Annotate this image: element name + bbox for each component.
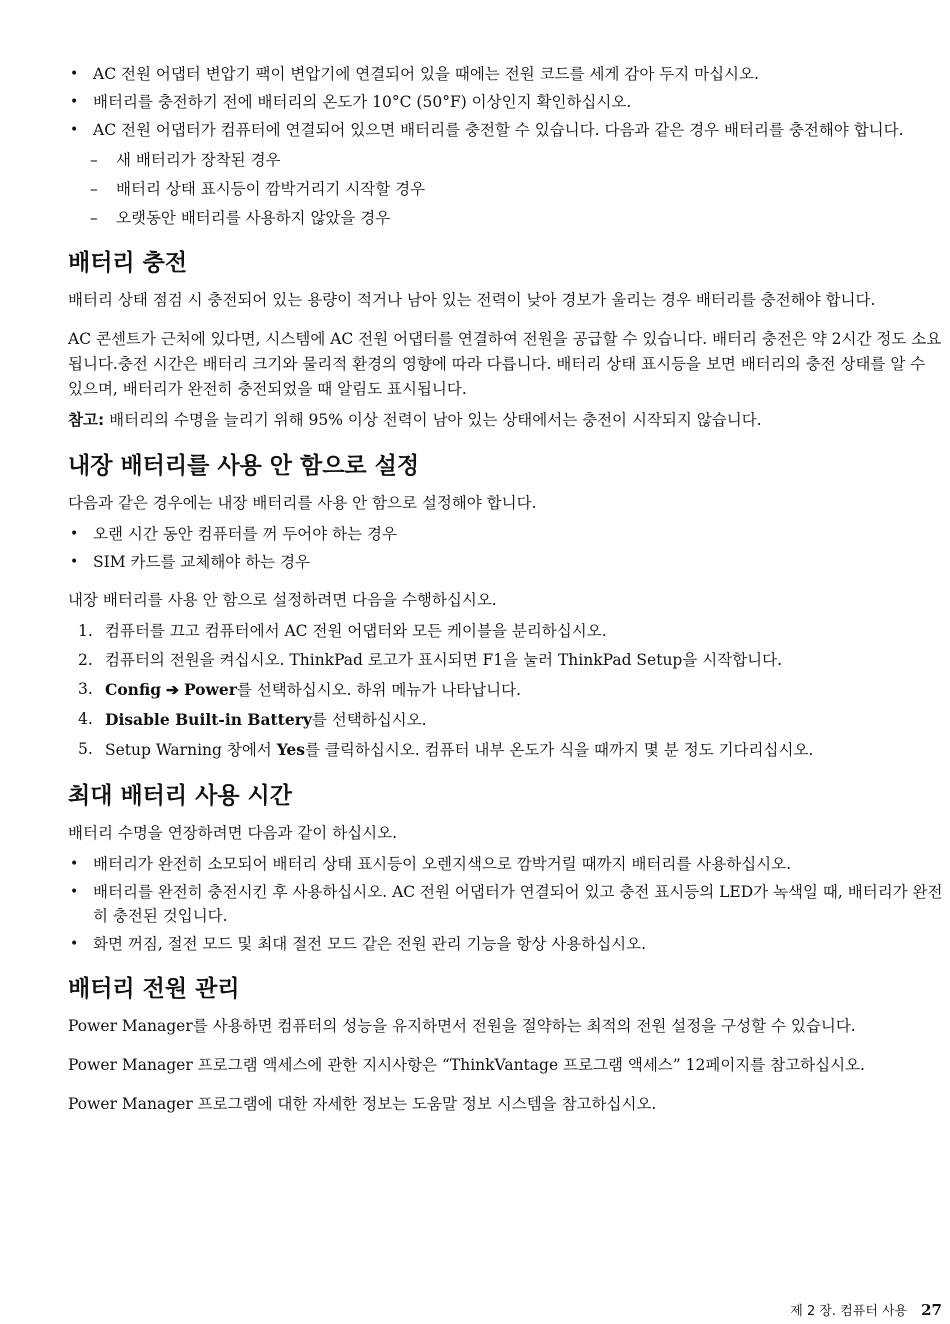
disable-bullet-list (68, 522, 944, 574)
list-item: • 배터리를 완전히 충전시킨 후 사용하십시오. AC 전원 어댑터가 연결되어 있고 충전 표시등의 LED가 녹색일 때, 배터리가 완전히 충전된 것입니다. (68, 880, 944, 928)
step-item (68, 648, 944, 673)
step-text: 를 선택하십시오. 하위 메뉴가 나타납니다. (236, 681, 521, 699)
paragraph: 내장 배터리를 사용 안 함으로 설정하려면 다음을 수행하십시오. (68, 591, 497, 609)
list-item: – 새 배터리가 장착된 경우 (68, 148, 944, 172)
step-text: 를 선택하십시오. (311, 711, 427, 729)
step-number: 3. (78, 680, 93, 698)
step-number: 2. (78, 651, 93, 669)
paragraph: 배터리 수명을 연장하려면 다음과 같이 하십시오. (68, 824, 398, 842)
list-item: • SIM 카드를 교체해야 하는 경우 (68, 550, 944, 574)
section-heading-maximize-battery: 최대 배터리 사용 시간 (68, 783, 292, 809)
list-item: • 배터리가 완전히 소모되어 배터리 상태 표시등이 오렌지색으로 깜박거릴 때까지 배터리를 사용하십시오. (68, 852, 944, 876)
list-item: • AC 전원 어댑터가 컴퓨터에 연결되어 있으면 배터리를 충전할 수 있습니다. 다음과 같은 경우 배터리를 충전해야 합니다. (68, 118, 944, 142)
list-item: • 오랜 시간 동안 컴퓨터를 꺼 두어야 하는 경우 (68, 522, 944, 546)
paragraph: Power Manager 프로그램에 대한 자세한 정보는 도움말 정보 시스템을 참고하십시오. (68, 1095, 657, 1113)
paragraph: Power Manager 프로그램 액세스에 관한 지시사항은 “ThinkVantage 프로그램 액세스” 12페이지를 참고하십시오. (68, 1056, 865, 1074)
intro-sub-bullet-list (68, 148, 944, 230)
steps-list (68, 619, 944, 763)
note-text: 배터리의 수명을 늘리기 위해 95% 이상 전력이 남아 있는 상태에서는 충전이 시작되지 않습니다. (109, 411, 762, 429)
menu-name-power: Power (183, 680, 237, 699)
step-text: 컴퓨터를 끄고 컴퓨터에서 AC 전원 어댑터와 모든 케이블을 분리하십시오. (105, 622, 607, 640)
paragraph: AC 콘센트가 근처에 있다면, 시스템에 AC 전원 어댑터를 연결하여 전원을 공급할 수 있습니다. 배터리 충전은 약 2시간 정도 소요됩니다.충전 시간은 배터리 크기와 물리적 환경의 영향에 따라 다릅니다. 배터리 상태 표시등을 보면 배터리의 충전 상태를 알 수 있으며, 배터리가 완전히 충전되었을 때 알림도 표시됩니다. (68, 330, 942, 398)
section-heading-charging: 배터리 충전 (68, 250, 188, 276)
paragraph: 다음과 같은 경우에는 내장 배터리를 사용 안 함으로 설정해야 합니다. (68, 494, 537, 512)
step-item (68, 707, 944, 733)
document-page (68, 62, 944, 1131)
maximize-bullet-list (68, 852, 944, 956)
list-item: • 배터리를 충전하기 전에 배터리의 온도가 10°C (50°F) 이상인지 확인하십시오. (68, 90, 944, 114)
paragraph: Power Manager를 사용하면 컴퓨터의 성능을 유지하면서 전원을 절약하는 최적의 전원 설정을 구성할 수 있습니다. (68, 1017, 856, 1035)
chapter-label: 제 2 장. 컴퓨터 사용 (790, 1304, 908, 1319)
step-number: 1. (78, 622, 93, 640)
note-label: 참고: (68, 411, 105, 429)
section-heading-power-management: 배터리 전원 관리 (68, 976, 240, 1002)
arrow-right-icon: ➔ (166, 680, 179, 699)
step-text: 를 클릭하십시오. 컴퓨터 내부 온도가 식을 때까지 몇 분 정도 기다리십시오. (305, 741, 814, 759)
list-item: – 오랫동안 배터리를 사용하지 않았을 경우 (68, 206, 944, 230)
step-text: 컴퓨터의 전원을 켜십시오. ThinkPad 로고가 표시되면 F1을 눌러 ThinkPad Setup을 시작합니다. (105, 651, 783, 669)
intro-bullet-list (68, 62, 944, 142)
step-number: 4. (78, 710, 93, 728)
page-footer (790, 1300, 942, 1319)
menu-name-disable-battery: Disable Built-in Battery (105, 710, 312, 729)
paragraph: 배터리 상태 점검 시 충전되어 있는 용량이 적거나 남아 있는 전력이 낮아 경보가 울리는 경우 배터리를 충전해야 합니다. (68, 291, 876, 309)
step-item (68, 737, 944, 763)
button-name-yes: Yes (276, 740, 306, 759)
note (68, 408, 944, 433)
list-item: • 화면 꺼짐, 절전 모드 및 최대 절전 모드 같은 전원 관리 기능을 항상 사용하십시오. (68, 932, 944, 956)
step-item (68, 619, 944, 644)
list-item: – 배터리 상태 표시등이 깜박거리기 시작할 경우 (68, 177, 944, 201)
page-number: 27 (921, 1301, 942, 1319)
step-number: 5. (78, 740, 93, 758)
step-item (68, 677, 944, 703)
list-item: • AC 전원 어댑터 변압기 팩이 변압기에 연결되어 있을 때에는 전원 코드를 세게 감아 두지 마십시오. (68, 62, 944, 86)
menu-name-config: Config (105, 680, 162, 699)
step-text: Setup Warning 창에서 (105, 741, 277, 759)
section-heading-disable-battery: 내장 배터리를 사용 안 함으로 설정 (68, 453, 420, 479)
